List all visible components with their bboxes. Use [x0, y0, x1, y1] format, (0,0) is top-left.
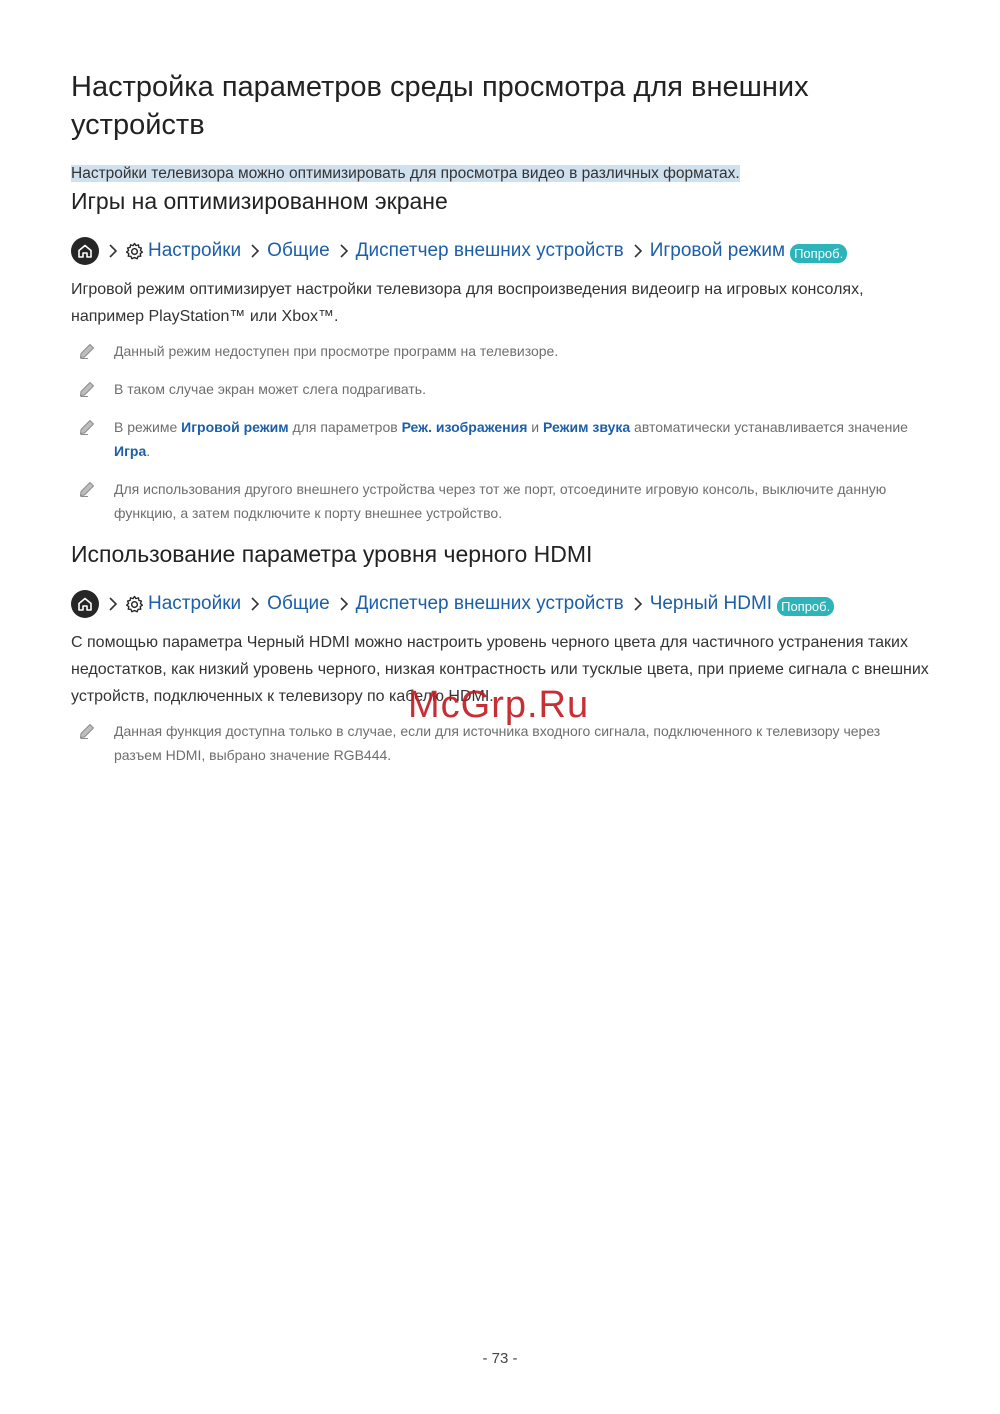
chevron-right-icon	[108, 596, 118, 612]
note-text: Для использования другого внешнего устройства через тот же порт, отсоедините игровую консоль, выключите данную функцию, а затем подключите к порту внешнее устройство.	[114, 481, 887, 521]
chevron-right-icon	[633, 243, 643, 259]
chevron-right-icon	[339, 596, 349, 612]
section-body-hdmi-black: С помощью параметра Черный HDMI можно настроить уровень черного цвета для частичного устранения таких недостатков, как низкий уровень черного, низкая контрастность или тусклые цвета, при приеме сигнала с внешних устройств, подключенных к телевизору по кабелю HDMI.	[71, 634, 929, 705]
breadcrumb-device-manager[interactable]: Диспетчер внешних устройств	[355, 240, 624, 261]
note-text: В режиме Игровой режим для параметров Реж. изображения и Режим звука автоматически устанавливается значение Игра.	[114, 419, 908, 459]
note-text: Данный режим недоступен при просмотре программ на телевизоре.	[114, 343, 559, 359]
breadcrumb-device-manager[interactable]: Диспетчер внешних устройств	[355, 593, 624, 614]
section-heading-game: Игры на оптимизированном экране	[71, 188, 448, 214]
chevron-right-icon	[633, 596, 643, 612]
chevron-right-icon	[250, 243, 260, 259]
breadcrumb-game	[71, 237, 931, 265]
breadcrumb-hdmi-black	[71, 590, 931, 618]
try-now-badge[interactable]: Попроб.	[790, 244, 847, 263]
chevron-right-icon	[108, 243, 118, 259]
home-icon[interactable]	[71, 590, 99, 618]
chevron-right-icon	[339, 243, 349, 259]
notes-list-game	[71, 339, 931, 525]
pencil-icon	[79, 480, 95, 504]
breadcrumb-general[interactable]: Общие	[267, 240, 330, 261]
page-title: Настройка параметров среды просмотра для внешних устройств	[71, 71, 809, 141]
breadcrumb-game-mode[interactable]: Игровой режим	[649, 240, 786, 261]
gear-icon	[125, 595, 144, 614]
pencil-icon	[79, 342, 95, 366]
section-body-game: Игровой режим оптимизирует настройки телевизора для воспроизведения видеоигр на игровых консолях, например PlayStation™ или Xbox™.	[71, 281, 864, 325]
chevron-right-icon	[250, 596, 260, 612]
breadcrumb-hdmi-black[interactable]: Черный HDMI	[649, 593, 773, 614]
pencil-icon	[79, 722, 95, 746]
intro-text: Настройки телевизора можно оптимизировать для просмотра видео в различных форматах.	[71, 165, 740, 182]
pencil-icon	[79, 418, 95, 442]
note-link-sound-mode: Режим звука	[542, 419, 631, 435]
note-link-game: Игра	[114, 443, 147, 459]
breadcrumb-settings[interactable]: Настройки	[148, 240, 242, 261]
gear-icon	[125, 242, 144, 261]
home-icon[interactable]	[71, 237, 99, 265]
breadcrumb-general[interactable]: Общие	[267, 593, 330, 614]
page-number: - 73 -	[482, 1350, 518, 1367]
section-heading-hdmi-black: Использование параметра уровня черного HDMI	[71, 541, 593, 567]
note-item	[71, 377, 931, 401]
note-link-picture-mode: Реж. изображения	[401, 419, 528, 435]
watermark: McGrp.Ru	[408, 684, 590, 726]
note-text: В таком случае экран может слега подрагивать.	[114, 381, 426, 397]
try-now-badge[interactable]: Попроб.	[777, 597, 834, 616]
pencil-icon	[79, 380, 95, 404]
breadcrumb-settings[interactable]: Настройки	[148, 593, 242, 614]
note-item	[71, 415, 931, 463]
note-text: Данная функция доступна только в случае, если для источника входного сигнала, подключенного к телевизору через разъем HDMI, выбрано значение RGB444.	[114, 723, 881, 763]
note-link-game-mode: Игровой режим	[181, 419, 289, 435]
note-item	[71, 339, 931, 363]
page-content	[71, 68, 931, 781]
note-item	[71, 477, 931, 525]
